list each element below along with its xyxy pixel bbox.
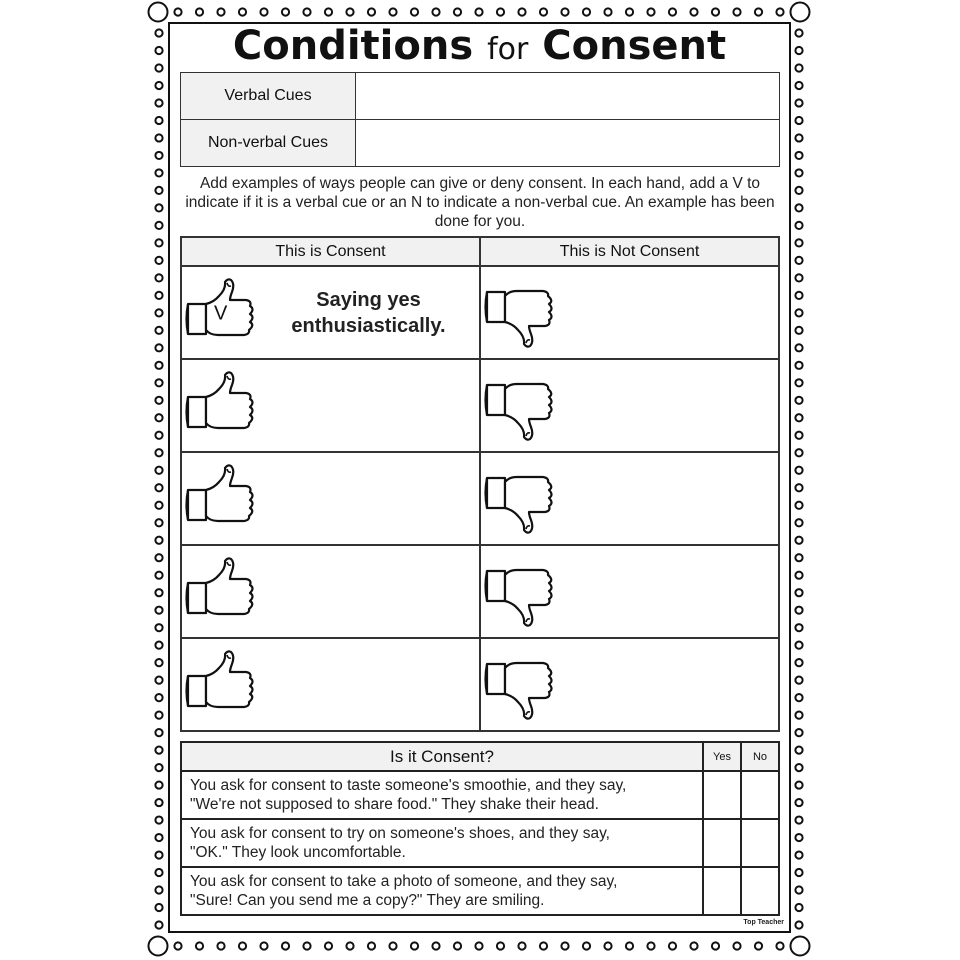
border-dot [368, 942, 375, 949]
title-word-for: for [487, 32, 529, 67]
border-dot [155, 187, 162, 194]
border-dot [795, 432, 802, 439]
border-dot [795, 379, 802, 386]
border-dot [155, 816, 162, 823]
border-dot [733, 942, 740, 949]
no-checkbox-cell[interactable] [741, 867, 779, 915]
consent-cell[interactable] [181, 266, 480, 359]
border-dot [155, 746, 162, 753]
title-word-consent: Consent [542, 23, 727, 69]
no-header: No [741, 742, 779, 771]
quiz-row [181, 819, 779, 867]
border-dot [795, 886, 802, 893]
consent-cell[interactable] [181, 452, 480, 545]
scenario-line: "Sure! Can you send me a copy?" They are smiling. [190, 892, 545, 909]
scenario-line: You ask for consent to take a photo of someone, and they say, [190, 873, 618, 890]
border-dot [155, 222, 162, 229]
border-dot [155, 432, 162, 439]
border-dot [776, 8, 783, 15]
not-consent-cell[interactable] [480, 359, 779, 452]
cue-answer-field[interactable] [356, 73, 780, 120]
border-dot [389, 8, 396, 15]
border-dot [795, 292, 802, 299]
thumbs-down-icon [483, 649, 555, 721]
thumbs-down-icon [483, 370, 555, 442]
border-dot [217, 8, 224, 15]
consent-row [181, 545, 779, 638]
border-dot [155, 729, 162, 736]
consent-row [181, 359, 779, 452]
consent-cell[interactable] [181, 545, 480, 638]
border-dot [325, 942, 332, 949]
scenario-line: "OK." They look uncomfortable. [190, 844, 406, 861]
border-dot [454, 8, 461, 15]
border-dot [155, 292, 162, 299]
corner-circle [791, 937, 810, 956]
border-dot [497, 942, 504, 949]
border-dot [155, 169, 162, 176]
border-dot [155, 379, 162, 386]
border-dot [712, 942, 719, 949]
page-title [168, 20, 791, 76]
border-dot [795, 327, 802, 334]
cue-label: Verbal Cues [181, 73, 356, 120]
border-dot [155, 152, 162, 159]
border-dot [196, 8, 203, 15]
thumbs-up-icon [184, 649, 256, 721]
header-not-consent: This is Not Consent [480, 237, 779, 266]
border-dot [155, 589, 162, 596]
example-line: enthusiastically. [291, 314, 446, 337]
border-dot [368, 8, 375, 15]
title-word-conditions: Conditions [232, 23, 474, 69]
border-dot [475, 942, 482, 949]
border-dot [155, 309, 162, 316]
border-dot [561, 942, 568, 949]
border-dot [155, 502, 162, 509]
border-dot [155, 607, 162, 614]
border-dot [669, 942, 676, 949]
border-dot [795, 816, 802, 823]
border-dot [155, 642, 162, 649]
border-dot [155, 659, 162, 666]
border-dot [795, 607, 802, 614]
quiz-row [181, 771, 779, 819]
no-checkbox-cell[interactable] [741, 819, 779, 867]
cues-table [180, 72, 780, 167]
border-dot [795, 519, 802, 526]
cues-row-nonverbal [181, 120, 780, 167]
border-dot [239, 8, 246, 15]
border-dot [755, 8, 762, 15]
border-dot [647, 8, 654, 15]
scenario-line: "We're not supposed to share food." They shake their head. [190, 796, 599, 813]
border-dot [155, 677, 162, 684]
border-dot [155, 204, 162, 211]
border-dot [239, 942, 246, 949]
consent-cell[interactable] [181, 638, 480, 731]
border-dot [795, 187, 802, 194]
border-dot [155, 82, 162, 89]
border-dot [155, 572, 162, 579]
not-consent-cell[interactable] [480, 638, 779, 731]
border-dot [795, 694, 802, 701]
border-dot [454, 942, 461, 949]
border-dot [282, 942, 289, 949]
border-dot [155, 869, 162, 876]
border-dot [712, 8, 719, 15]
thumbs-down-icon [483, 556, 555, 628]
not-consent-cell[interactable] [480, 545, 779, 638]
corner-circle [149, 3, 168, 22]
yes-header: Yes [703, 742, 741, 771]
border-dot [432, 942, 439, 949]
border-dot [155, 851, 162, 858]
border-dot [795, 309, 802, 316]
border-dot [795, 47, 802, 54]
border-dot [260, 8, 267, 15]
border-dot [155, 886, 162, 893]
border-dot [647, 942, 654, 949]
border-dot [155, 47, 162, 54]
thumbs-up-icon [184, 556, 256, 628]
border-dot [155, 554, 162, 561]
border-dot [795, 677, 802, 684]
border-dot [155, 239, 162, 246]
border-dot [795, 362, 802, 369]
border-dot [795, 414, 802, 421]
border-dot [795, 449, 802, 456]
consent-row [181, 266, 779, 359]
cue-letter: V [214, 302, 228, 325]
thumbs-down-icon [483, 463, 555, 535]
border-dot [155, 764, 162, 771]
border-dot [795, 624, 802, 631]
is-it-consent-table [180, 741, 780, 916]
border-dot [795, 222, 802, 229]
border-dot [540, 8, 547, 15]
border-dot [795, 502, 802, 509]
border-dot [155, 694, 162, 701]
scenario-line: You ask for consent to taste someone's smoothie, and they say, [190, 777, 627, 794]
border-dot [795, 274, 802, 281]
border-dot [155, 799, 162, 806]
border-dot [389, 942, 396, 949]
border-dot [155, 362, 162, 369]
border-dot [217, 942, 224, 949]
border-dot [626, 942, 633, 949]
not-consent-cell[interactable] [480, 452, 779, 545]
border-dot [795, 869, 802, 876]
border-dot [475, 8, 482, 15]
border-dot [795, 239, 802, 246]
thumbs-up-icon [184, 463, 256, 535]
cue-label: Non-verbal Cues [181, 120, 356, 167]
border-dot [303, 942, 310, 949]
border-dot [795, 904, 802, 911]
border-dot [583, 942, 590, 949]
border-dot [795, 851, 802, 858]
yes-checkbox-cell[interactable] [703, 867, 741, 915]
border-dot [795, 764, 802, 771]
border-dot [155, 467, 162, 474]
border-dot [155, 781, 162, 788]
quiz-header: Is it Consent? [181, 742, 703, 771]
border-dot [282, 8, 289, 15]
border-dot [795, 712, 802, 719]
border-dot [795, 397, 802, 404]
border-dot [795, 799, 802, 806]
border-dot [155, 904, 162, 911]
quiz-row [181, 867, 779, 915]
header-consent: This is Consent [181, 237, 480, 266]
border-dot [776, 942, 783, 949]
border-dot [795, 344, 802, 351]
border-dot [155, 484, 162, 491]
border-dot [155, 624, 162, 631]
border-dot [795, 921, 802, 928]
border-dot [155, 64, 162, 71]
border-dot [155, 29, 162, 36]
border-dot [411, 942, 418, 949]
border-dot [795, 64, 802, 71]
border-dot [583, 8, 590, 15]
border-dot [155, 344, 162, 351]
border-dot [518, 942, 525, 949]
border-dot [690, 8, 697, 15]
yes-checkbox-cell[interactable] [703, 771, 741, 819]
scenario-line: You ask for consent to try on someone's shoes, and they say, [190, 825, 610, 842]
instructions-text: Add examples of ways people can give or deny consent. In each hand, add a V to indicate if it is a verbal cue or an N to indicate a non-verbal cue. An example has been done for you. [185, 175, 775, 230]
border-dot [518, 8, 525, 15]
border-dot [795, 589, 802, 596]
border-dot [669, 8, 676, 15]
border-dot [155, 397, 162, 404]
not-consent-cell[interactable] [480, 266, 779, 359]
border-dot [795, 659, 802, 666]
border-dot [346, 942, 353, 949]
cue-answer-field[interactable] [356, 120, 780, 167]
border-dot [260, 942, 267, 949]
no-checkbox-cell[interactable] [741, 771, 779, 819]
border-dot [795, 29, 802, 36]
cues-row-verbal [181, 73, 780, 120]
border-dot [346, 8, 353, 15]
border-dot [795, 204, 802, 211]
border-dot [155, 834, 162, 841]
border-dot [795, 467, 802, 474]
border-dot [604, 942, 611, 949]
border-dot [325, 8, 332, 15]
border-dot [795, 117, 802, 124]
border-dot [155, 117, 162, 124]
border-dot [795, 484, 802, 491]
border-dot [155, 449, 162, 456]
border-dot [174, 942, 181, 949]
border-dot [411, 8, 418, 15]
border-dot [795, 729, 802, 736]
quiz-scenario [181, 771, 703, 819]
border-dot [561, 8, 568, 15]
border-dot [795, 746, 802, 753]
yes-checkbox-cell[interactable] [703, 819, 741, 867]
border-dot [155, 921, 162, 928]
consent-cell[interactable] [181, 359, 480, 452]
credit-logo: Top Teacher [743, 919, 784, 926]
quiz-scenario [181, 867, 703, 915]
border-dot [755, 942, 762, 949]
border-dot [795, 134, 802, 141]
border-dot [155, 257, 162, 264]
border-dot [497, 8, 504, 15]
border-dot [626, 8, 633, 15]
example-line: Saying yes [316, 288, 421, 311]
border-dot [795, 642, 802, 649]
corner-circle [791, 3, 810, 22]
border-dot [604, 8, 611, 15]
border-dot [174, 8, 181, 15]
border-dot [155, 274, 162, 281]
border-dot [432, 8, 439, 15]
border-dot [795, 781, 802, 788]
border-dot [795, 99, 802, 106]
consent-row [181, 638, 779, 731]
border-dot [795, 82, 802, 89]
border-dot [155, 134, 162, 141]
border-dot [303, 8, 310, 15]
border-dot [795, 554, 802, 561]
consent-row [181, 452, 779, 545]
border-dot [155, 327, 162, 334]
border-dot [733, 8, 740, 15]
thumbs-up-icon [184, 370, 256, 442]
border-dot [155, 712, 162, 719]
border-dot [795, 152, 802, 159]
border-dot [540, 942, 547, 949]
border-dot [795, 169, 802, 176]
border-dot [795, 537, 802, 544]
border-dot [155, 99, 162, 106]
quiz-scenario [181, 819, 703, 867]
border-dot [795, 257, 802, 264]
border-dot [155, 519, 162, 526]
border-dot [795, 572, 802, 579]
border-dot [155, 414, 162, 421]
consent-table [180, 236, 780, 732]
corner-circle [149, 937, 168, 956]
border-dot [690, 942, 697, 949]
thumbs-down-icon [483, 277, 555, 349]
example-text [266, 287, 471, 339]
border-dot [155, 537, 162, 544]
border-dot [196, 942, 203, 949]
border-dot [795, 834, 802, 841]
